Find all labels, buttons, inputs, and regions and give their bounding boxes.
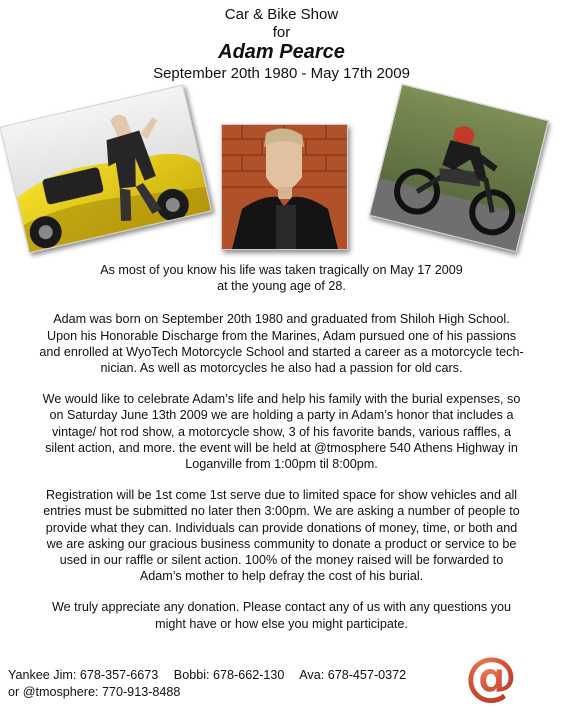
text-line: As most of you know his life was taken tragically on May 17 2009	[100, 263, 463, 277]
text-line: we are asking our gracious business community to donate a product or service to be	[46, 536, 517, 551]
yellow-car-image	[1, 86, 211, 253]
event-title: Car & Bike Show	[224, 6, 339, 23]
portrait-image	[222, 125, 347, 249]
honoree-name: Adam Pearce	[218, 41, 345, 63]
logo-glyph: @	[465, 650, 517, 706]
contact-list	[8, 667, 406, 701]
text-line: might have or how else you might participate.	[155, 616, 408, 631]
photo-man-with-yellow-car	[0, 85, 212, 254]
paragraph-registration	[8, 487, 555, 584]
text-line: Adam was born on September 20th 1980 and graduated from Shiloh High School.	[53, 312, 510, 327]
text-line: Loganville from 1:00pm til 8:00pm.	[185, 457, 378, 472]
paragraph-intro	[8, 262, 555, 294]
text-line: silent action, and more. the event will be held at @tmosphere 540 Athens Highway in	[45, 440, 518, 455]
contact-atmosphere: or @tmosphere: 770-913-8488	[8, 685, 181, 699]
text-line: nician. As well as motorcycles he also had a passion for old cars.	[100, 361, 463, 376]
contact-ava: Ava: 678-457-0372	[299, 668, 407, 682]
text-line: at the young age of 28.	[217, 279, 346, 294]
photo-man-on-motorcycle	[369, 84, 549, 253]
text-line: used in our raffle or silent action. 100% of the money raised will be forwarded to	[59, 553, 504, 568]
text-line: and enrolled at WyoTech Motorcycle School and started a career as a motorcycle tech-	[39, 344, 524, 359]
text-line: Registration will be 1st come 1st serve due to limited space for show vehicles and all	[45, 488, 518, 503]
body-text	[8, 262, 555, 647]
photo-portrait	[221, 124, 348, 250]
text-line: We truly appreciate any donation. Please contact any of us with any questions you	[51, 600, 511, 615]
motorcycle-image	[370, 85, 548, 251]
header	[0, 6, 563, 83]
paragraph-thanks	[8, 599, 555, 631]
text-line: on Saturday June 13th 2009 we are holding a party in Adam’s honor that includes a	[49, 408, 514, 423]
life-dates: September 20th 1980 - May 17th 2009	[153, 65, 410, 82]
paragraph-event	[8, 391, 555, 472]
text-line: Adam’s mother to help defray the cost of his burial.	[139, 569, 424, 584]
text-line: We would like to celebrate Adam’s life and help his family with the burial expenses, so	[42, 392, 521, 407]
contact-yankee-jim: Yankee Jim: 678-357-6673	[8, 668, 159, 682]
at-sign-logo-icon	[463, 650, 519, 706]
text-line: provide what they can. Individuals can provide donations of money, time, or both and	[45, 520, 518, 535]
text-line: vintage/ hot rod show, a motorcycle show, 3 of his favorite bands, various raffles, a	[52, 424, 511, 439]
paragraph-biography	[8, 311, 555, 376]
contact-bobbi: Bobbi: 678-662-130	[173, 668, 285, 682]
text-line: entries must be submitted no later then 3:00pm. We are asking a number of people to	[43, 504, 520, 519]
event-title-for: for	[272, 24, 291, 41]
text-line: Upon his Honorable Discharge from the Marines, Adam pursued one of his passions	[46, 328, 517, 343]
